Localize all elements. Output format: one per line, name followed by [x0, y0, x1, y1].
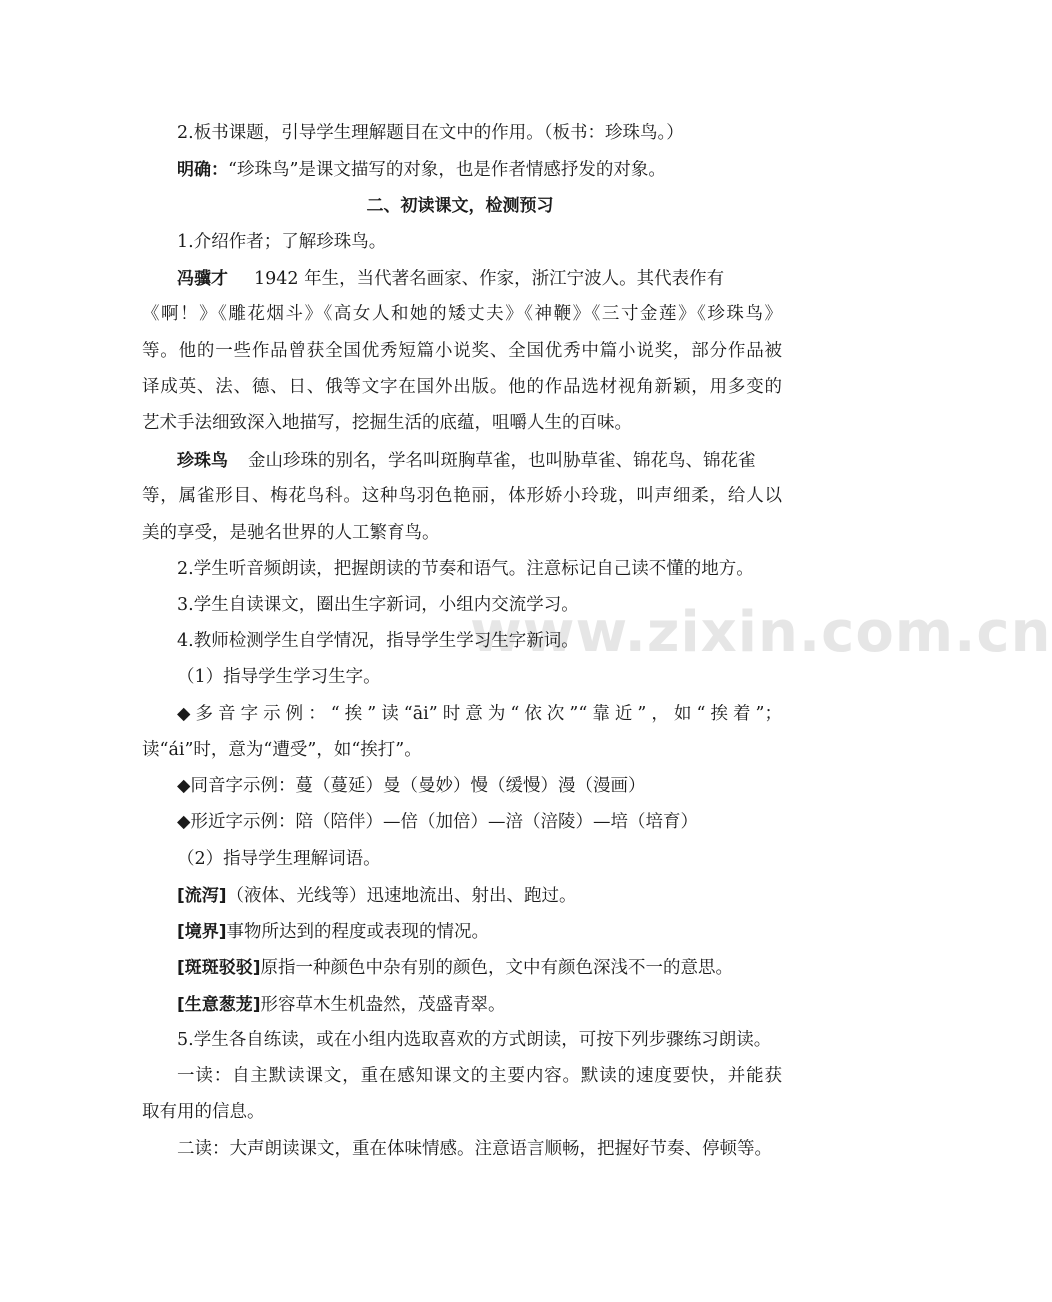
homophone-example: ◆同音字示例：蔓（蔓延）曼（曼妙）慢（缓慢）漫（漫画）: [177, 776, 646, 796]
term-jingjie: [177, 917, 489, 943]
term-liuxie: [177, 881, 577, 907]
step-3: 3.学生自读课文，圈出生字新词，小组内交流学习。: [177, 595, 579, 615]
step-4-1: （1）指导学生学习生字。: [177, 667, 381, 687]
author-text-1: 1942 年生，当代著名画家、作家，浙江宁波人。其代表作有: [254, 269, 725, 289]
bird-name: 珍珠鸟: [177, 451, 228, 471]
paragraph-board-title: 2.板书课题，引导学生理解题目在文中的作用。（板书：珍珠鸟。）: [177, 123, 684, 143]
term-shengyi-def: 形容草木生机盎然，茂盛青翠。: [260, 995, 506, 1015]
author-line-2: 《啊！》《雕花烟斗》《高女人和她的矮丈夫》《神鞭》《三寸金莲》《珍珠鸟》: [142, 304, 782, 324]
author-line-5: 艺术手法细致深入地描写，挖掘生活的底蕴，咀嚼人生的百味。: [142, 413, 632, 433]
similar-form-example: ◆形近字示例：陪（陪伴）—倍（加倍）—涪（涪陵）—培（培育）: [177, 812, 698, 832]
step-4: 4.教师检测学生自学情况，指导学生学习生字新词。: [177, 631, 579, 651]
paragraph-clarify: [177, 155, 666, 181]
author-line-1: [177, 264, 724, 290]
watermark: www.zixin.com.cn: [470, 600, 1052, 665]
polyphone-line-2: 读“ái”时，意为“遭受”，如“挨打”。: [142, 740, 422, 760]
term-banbanbobo-def: 原指一种颜色中杂有别的颜色，文中有颜色深浅不一的意思。: [260, 958, 734, 978]
term-liuxie-word: [流泻]: [177, 886, 227, 906]
read-2: 二读：大声朗读课文，重在体味情感。注意语言顺畅，把握好节奏、停顿等。: [177, 1139, 772, 1159]
term-shengyi: [177, 990, 506, 1016]
author-name: 冯骥才: [177, 269, 228, 289]
clarify-label: 明确：: [177, 160, 228, 180]
term-jingjie-word: [境界]: [177, 922, 227, 942]
read-1-line-2: 取有用的信息。: [142, 1102, 265, 1122]
term-banbanbobo: [177, 953, 733, 979]
step-4-2: （2）指导学生理解词语。: [177, 849, 381, 869]
step-5: 5.学生各自练读，或在小组内选取喜欢的方式朗读，可按下列步骤练习朗读。: [177, 1030, 772, 1050]
term-liuxie-def: （液体、光线等）迅速地流出、射出、跑过。: [226, 886, 577, 906]
author-line-4: 译成英、法、德、日、俄等文字在国外出版。他的作品选材视角新颖，用多变的: [142, 377, 782, 397]
polyphone-line-1: ◆多音字示例：“挨”读“āi”时意为“依次”“靠近”，如“挨着”；: [177, 704, 782, 724]
term-jingjie-def: 事物所达到的程度或表现的情况。: [226, 922, 490, 942]
step-2: 2.学生听音频朗读，把握朗读的节奏和语气。注意标记自己读不懂的地方。: [177, 559, 754, 579]
clarify-text: “珍珠鸟”是课文描写的对象，也是作者情感抒发的对象。: [228, 160, 666, 180]
bird-line-1: [177, 446, 756, 472]
paragraph-intro-author: 1.介绍作者；了解珍珠鸟。: [177, 232, 387, 252]
read-1-line-1: 一读：自主默读课文，重在感知课文的主要内容。默读的速度要快，并能获: [177, 1066, 782, 1086]
bird-text-1: 金山珍珠的别名，学名叫斑胸草雀，也叫胁草雀、锦花鸟、锦花雀: [248, 451, 756, 471]
section-heading: 二、初读课文，检测预习: [366, 196, 554, 216]
term-banbanbobo-word: [斑斑驳驳]: [177, 958, 261, 978]
term-shengyi-word: [生意葱茏]: [177, 995, 261, 1015]
bird-line-2: 等，属雀形目、梅花鸟科。这种鸟羽色艳丽，体形娇小玲珑，叫声细柔，给人以: [142, 486, 782, 506]
author-line-3: 等。他的一些作品曾获全国优秀短篇小说奖、全国优秀中篇小说奖，部分作品被: [142, 341, 782, 361]
bird-line-3: 美的享受，是驰名世界的人工繁育鸟。: [142, 523, 440, 543]
